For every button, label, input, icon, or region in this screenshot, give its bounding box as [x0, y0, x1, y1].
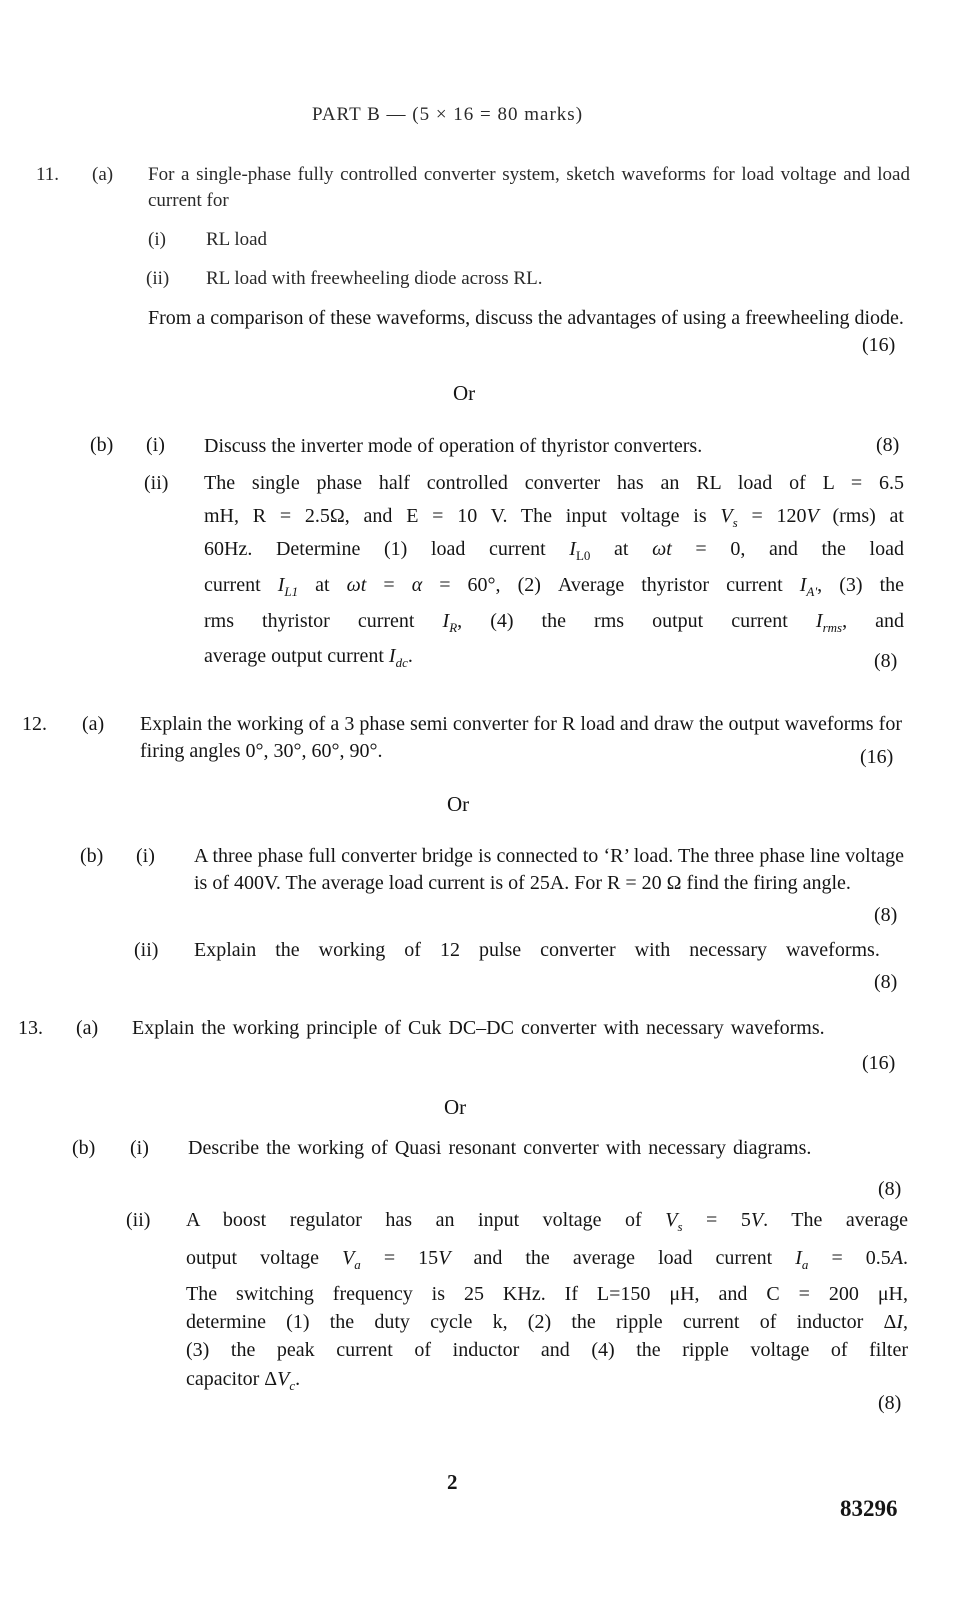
q11-b-ii-line2: mH, R = 2.5Ω, and E = 10 V. The input voltage is $V_s = 120V$ (rms) at — [204, 505, 904, 530]
q11-b-ii-line4: current $I_{L1}$ at ωt = α = 60°, (2) Average thyristor current $I_{A'}$, (3) the — [204, 574, 904, 599]
page-number: 2 — [447, 1470, 458, 1494]
q12-a-text: Explain the working of a 3 phase semi converter for R load and draw the output waveforms for firing angles 0°, 30°, 60°, 90°. — [140, 713, 902, 762]
q12-part-a-label: (a) — [82, 713, 105, 735]
q12-b-ii-text: Explain the working of 12 pulse converter with necessary waveforms. — [194, 939, 880, 961]
question-number-12: 12. — [22, 713, 47, 735]
q12-b-i-text: A three phase full converter bridge is connected to ‘R’ load. The three phase line voltage is of 400V. The average load current is of 25A. For R = 20 Ω find the firing angle. — [194, 845, 904, 894]
q11-b-ii-line3: 60Hz. Determine (1) load current $I_{L0}$ at ωt = 0, and the load — [204, 538, 904, 563]
q11-part-a-label: (a) — [92, 164, 114, 185]
q12-b-ii-label: (ii) — [134, 939, 159, 961]
q12-b-i-marks: (8) — [874, 904, 898, 926]
q13-b-ii-line5: (3) the peak current of inductor and (4) the ripple voltage of filter — [186, 1339, 908, 1361]
q11-b-ii-line6: average output current $I_{dc}$. — [204, 645, 413, 670]
q11-b-i-marks: (8) — [876, 434, 900, 456]
q13-or-divider: Or — [444, 1095, 467, 1119]
q11-b-i-label: (i) — [146, 434, 165, 456]
q11-b-ii-label: (ii) — [144, 472, 169, 494]
q13-part-b-label: (b) — [72, 1137, 96, 1159]
q13-a-marks: (16) — [862, 1052, 896, 1074]
q13-a-text: Explain the working principle of Cuk DC–DC converter with necessary waveforms. — [132, 1017, 825, 1039]
question-number-11: 11. — [36, 164, 60, 185]
q13-b-ii-line3: The switching frequency is 25 KHz. If L=150 μH, and C = 200 μH, — [186, 1283, 908, 1305]
q13-part-a-label: (a) — [76, 1017, 99, 1039]
q13-b-i-label: (i) — [130, 1137, 149, 1159]
q11-a-sub-i-label: (i) — [148, 229, 166, 250]
q12-a-marks: (16) — [860, 746, 894, 768]
q11-a-text: For a single-phase fully controlled converter system, sketch waveforms for load voltage and load current for — [148, 164, 910, 211]
q11-part-b-label: (b) — [90, 434, 114, 456]
q12-or-divider: Or — [447, 792, 470, 816]
q13-b-i-marks: (8) — [878, 1178, 902, 1200]
q13-b-ii-line4: determine (1) the duty cycle k, (2) the ripple current of inductor ΔI, — [186, 1311, 908, 1333]
q11-or-divider: Or — [453, 381, 476, 405]
q11-a-sub-ii-label: (ii) — [146, 268, 170, 289]
question-number-13: 13. — [18, 1017, 43, 1039]
q11-a-sub-ii-text: RL load with freewheeling diode across RL. — [206, 268, 543, 289]
q13-b-i-text: Describe the working of Quasi resonant converter with necessary diagrams. — [188, 1137, 812, 1159]
q11-a-marks: (16) — [862, 334, 896, 356]
q12-part-b-label: (b) — [80, 845, 104, 867]
q11-b-i-text: Discuss the inverter mode of operation of thyristor converters. — [204, 435, 703, 457]
q11-b-ii-line5: rms thyristor current $I_R$, (4) the rms output current $I_{rms}$, and — [204, 610, 904, 635]
q13-b-ii-marks: (8) — [878, 1392, 902, 1414]
q12-b-i-label: (i) — [136, 845, 155, 867]
q11-a-followup: From a comparison of these waveforms, discuss the advantages of using a freewheeling diode. — [148, 307, 904, 329]
q13-b-ii-line6: capacitor $\Delta V_c$. — [186, 1368, 301, 1393]
part-heading: PART B — (5 × 16 = 80 marks) — [312, 104, 584, 125]
paper-code: 83296 — [840, 1496, 898, 1521]
q11-b-ii-line1: The single phase half controlled converter has an RL load of L = 6.5 — [204, 472, 904, 494]
q13-b-ii-line1: A boost regulator has an input voltage of $V_s = 5V$. The average — [186, 1209, 909, 1234]
q11-a-sub-i-text: RL load — [206, 229, 268, 250]
q13-b-ii-label: (ii) — [126, 1209, 151, 1231]
q13-b-ii-line2: output voltage $V_a = 15V$ and the average load current $I_a = 0.5A$. — [186, 1247, 909, 1272]
q12-b-ii-marks: (8) — [874, 971, 898, 993]
q11-b-ii-marks: (8) — [874, 650, 898, 672]
